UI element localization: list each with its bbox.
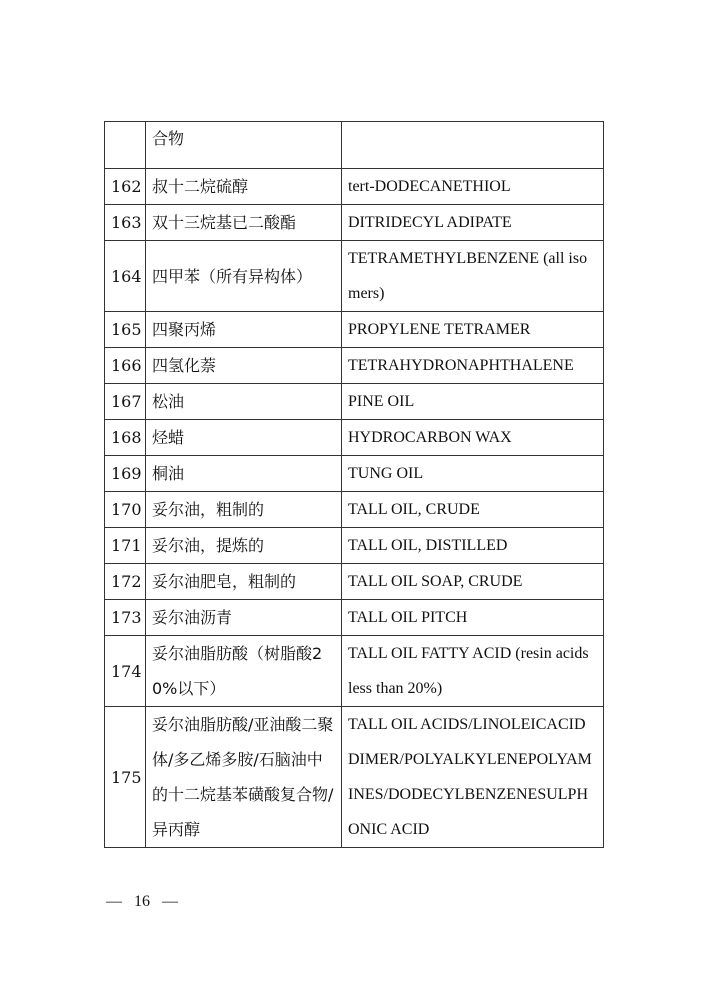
table-row [105,564,604,600]
english-name [342,122,604,169]
row-number: 163 [105,205,146,241]
row-number: 171 [105,528,146,564]
table-row [105,169,604,205]
english-name: TETRAMETHYLBENZENE (all isomers) [342,241,604,312]
chinese-name: 双十三烷基已二酸酯 [146,205,342,241]
chinese-name: 四甲苯（所有异构体） [146,241,342,312]
row-number: 170 [105,492,146,528]
chinese-name: 烃蜡 [146,420,342,456]
row-number: 169 [105,456,146,492]
table-row [105,492,604,528]
chinese-name: 妥尔油脂肪酸/亚油酸二聚体/多乙烯多胺/石脑油中的十二烷基苯磺酸复合物/异丙醇 [146,707,342,848]
chinese-name: 妥尔油沥青 [146,600,342,636]
english-name: PROPYLENE TETRAMER [342,312,604,348]
table-row [105,312,604,348]
english-name: TALL OIL, DISTILLED [342,528,604,564]
table-row [105,205,604,241]
chinese-name: 叔十二烷硫醇 [146,169,342,205]
english-name: TALL OIL PITCH [342,600,604,636]
row-number: 175 [105,707,146,848]
table-row [105,528,604,564]
english-name: TALL OIL SOAP, CRUDE [342,564,604,600]
english-name: DITRIDECYL ADIPATE [342,205,604,241]
chinese-name: 合物 [146,122,342,169]
chinese-name: 妥尔油肥皂，粗制的 [146,564,342,600]
table-row [105,600,604,636]
chinese-name: 桐油 [146,456,342,492]
table-row [105,420,604,456]
table-row [105,122,604,169]
english-name: TETRAHYDRONAPHTHALENE [342,348,604,384]
english-name: HYDROCARBON WAX [342,420,604,456]
chinese-name: 妥尔油脂肪酸（树脂酸20%以下） [146,636,342,707]
row-number: 165 [105,312,146,348]
english-name: TUNG OIL [342,456,604,492]
english-name: PINE OIL [342,384,604,420]
table-row [105,348,604,384]
chinese-name: 妥尔油，提炼的 [146,528,342,564]
chinese-name: 妥尔油，粗制的 [146,492,342,528]
english-name: tert-DODECANETHIOL [342,169,604,205]
row-number: 167 [105,384,146,420]
english-name: TALL OIL ACIDS/LINOLEICACIDDIMER/POLYALKYLENEPOLYAMINES/DODECYLBENZENESULPHONIC ACID [342,707,604,848]
row-number [105,122,146,169]
row-number: 174 [105,636,146,707]
row-number: 162 [105,169,146,205]
chinese-name: 松油 [146,384,342,420]
chinese-name: 四氢化萘 [146,348,342,384]
row-number: 168 [105,420,146,456]
page-number-footer: — 16 — [106,893,178,910]
english-name: TALL OIL FATTY ACID (resin acids less than 20%) [342,636,604,707]
row-number: 173 [105,600,146,636]
table-row [105,707,604,848]
row-number: 166 [105,348,146,384]
english-name: TALL OIL, CRUDE [342,492,604,528]
row-number: 164 [105,241,146,312]
table-row [105,241,604,312]
table-row [105,636,604,707]
table-row [105,456,604,492]
row-number: 172 [105,564,146,600]
table-row [105,384,604,420]
chemical-list-table [104,121,604,848]
chinese-name: 四聚丙烯 [146,312,342,348]
